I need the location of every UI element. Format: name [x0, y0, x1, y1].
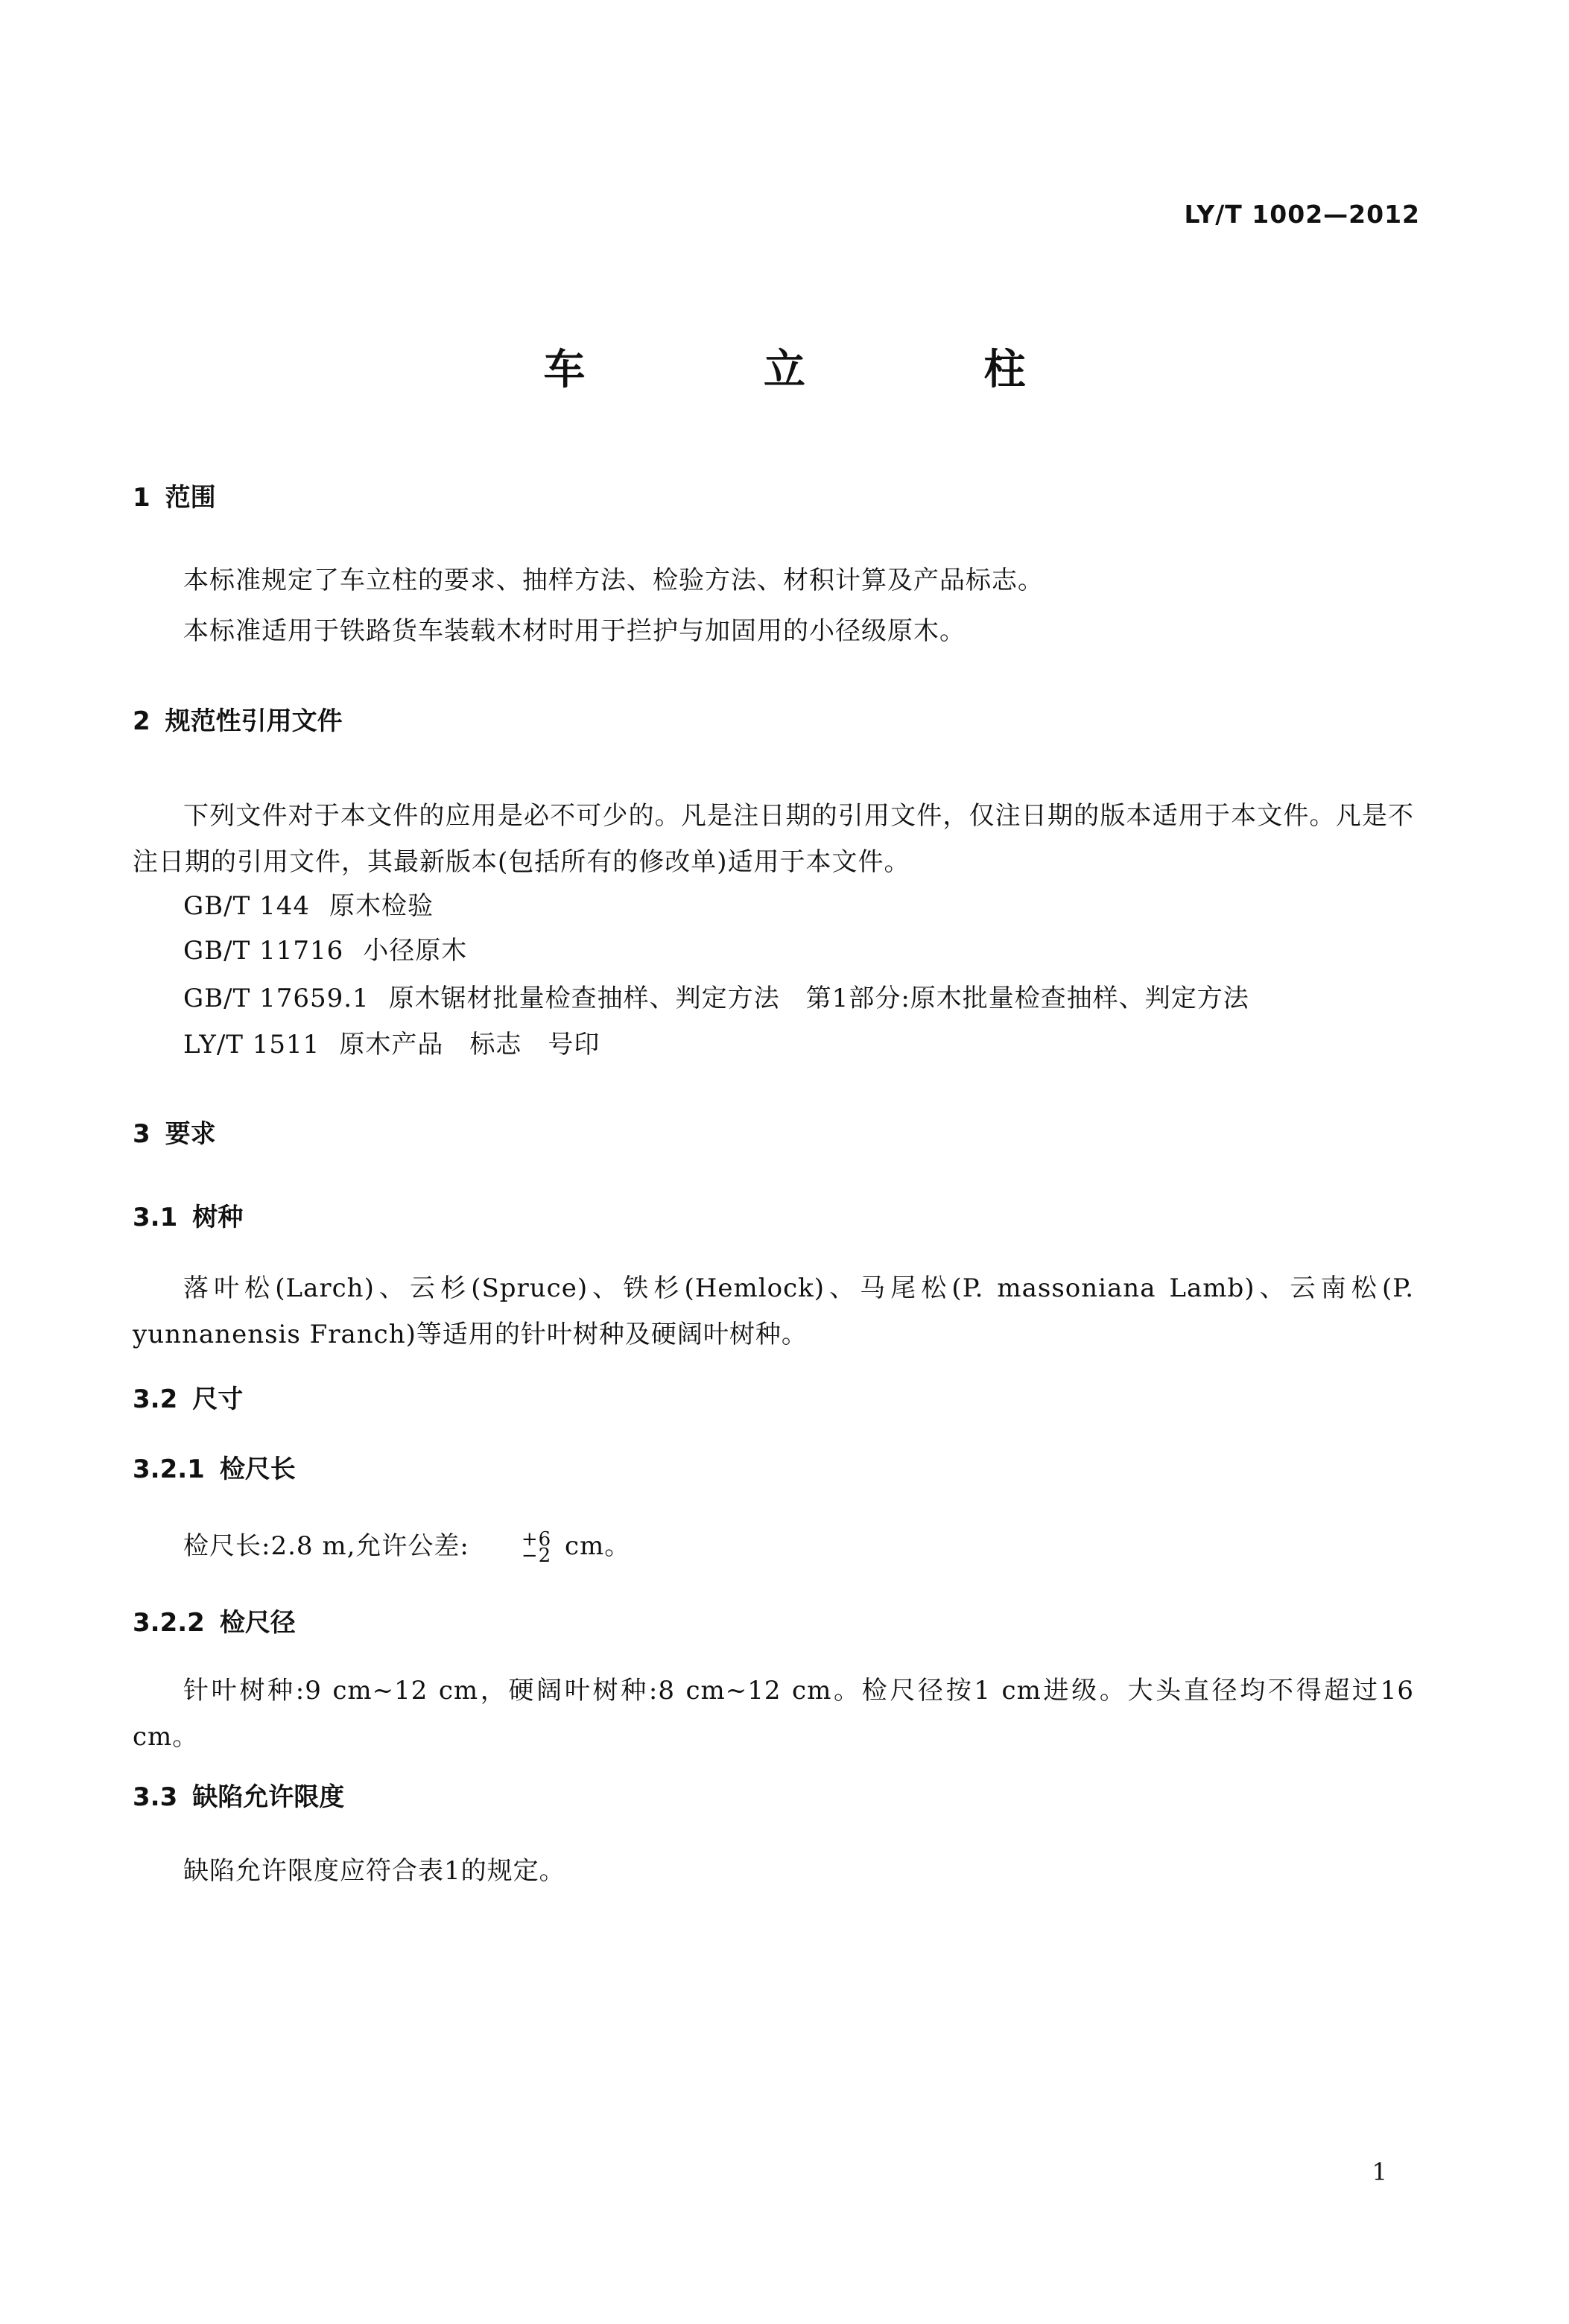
section-title: 树种 [192, 1203, 244, 1232]
paragraph-check-diameter: 针叶树种:9 cm~12 cm，硬阔叶树种:8 cm~12 cm。检尺径按1 cm进级。大头直径均不得超过16 cm。 [133, 1676, 1414, 1752]
document-title: 车 立 柱 [543, 346, 1108, 394]
reference-code: GB/T 17659.1 [183, 984, 370, 1013]
section-number: 3.1 [133, 1203, 178, 1232]
paragraph-scope-1: 本标准规定了车立柱的要求、抽样方法、检验方法、材积计算及产品标志。 [183, 566, 1044, 595]
paragraph-defect-limits: 缺陷允许限度应符合表1的规定。 [183, 1856, 565, 1886]
reference-title: 原木检验 [329, 891, 434, 921]
reference-code: LY/T 1511 [183, 1030, 320, 1060]
section-title: 缺陷允许限度 [192, 1782, 345, 1812]
paragraph-species: 落叶松(Larch)、云杉(Spruce)、铁杉(Hemlock)、马尾松(P. massoniana Lamb)、云南松(P. yunnanensis Franch)等适用的针叶树种及硬阔叶树种。 [133, 1273, 1414, 1349]
reference-item [183, 1030, 600, 1060]
section-number: 3.2.2 [133, 1608, 205, 1638]
section-number: 3.2.1 [133, 1454, 205, 1484]
section-3-3-heading [133, 1782, 344, 1812]
paragraph-scope-2: 本标准适用于铁路货车装载木材时用于拦护与加固用的小径级原木。 [183, 616, 966, 646]
section-title: 要求 [165, 1119, 216, 1149]
section-number: 1 [133, 483, 150, 513]
section-3-2-1-heading [133, 1454, 296, 1484]
section-title: 检尺径 [219, 1608, 296, 1638]
section-3-2-2-heading [133, 1608, 296, 1638]
section-number: 3 [133, 1119, 150, 1149]
tolerance-fraction [471, 1528, 552, 1567]
length-text: 检尺长:2.8 m,允许公差: [183, 1531, 469, 1561]
section-2-heading [133, 706, 343, 736]
reference-code: GB/T 11716 [183, 936, 344, 966]
tolerance-lower: −2 [521, 1545, 552, 1567]
section-number: 3.3 [133, 1782, 178, 1812]
section-3-heading [133, 1119, 216, 1149]
section-1-heading [133, 483, 216, 513]
section-title: 尺寸 [192, 1384, 244, 1414]
page-number: 1 [1372, 2158, 1387, 2186]
reference-title: 原木产品 标志 号印 [339, 1030, 600, 1060]
tolerance-upper: +6 [521, 1528, 552, 1551]
section-number: 3.2 [133, 1384, 178, 1414]
length-unit: cm。 [556, 1531, 631, 1561]
section-number: 2 [133, 706, 150, 736]
reference-item [183, 936, 467, 966]
section-3-1-heading [133, 1203, 243, 1232]
reference-title: 原木锯材批量检查抽样、判定方法 第1部分:原木批量检查抽样、判定方法 [388, 984, 1249, 1013]
standard-code: LY/T 1002—2012 [1184, 200, 1420, 229]
section-3-2-heading [133, 1384, 243, 1414]
paragraph-normative-refs: 下列文件对于本文件的应用是必不可少的。凡是注日期的引用文件，仅注日期的版本适用于本文件。凡是不注日期的引用文件，其最新版本(包括所有的修改单)适用于本文件。 [133, 801, 1414, 877]
section-title: 检尺长 [219, 1454, 296, 1484]
section-title: 规范性引用文件 [165, 706, 343, 736]
reference-title: 小径原木 [363, 936, 468, 966]
reference-item [183, 891, 434, 921]
section-title: 范围 [165, 483, 216, 513]
paragraph-check-length [133, 1523, 1414, 1569]
reference-code: GB/T 144 [183, 891, 310, 921]
reference-item [183, 984, 1249, 1013]
